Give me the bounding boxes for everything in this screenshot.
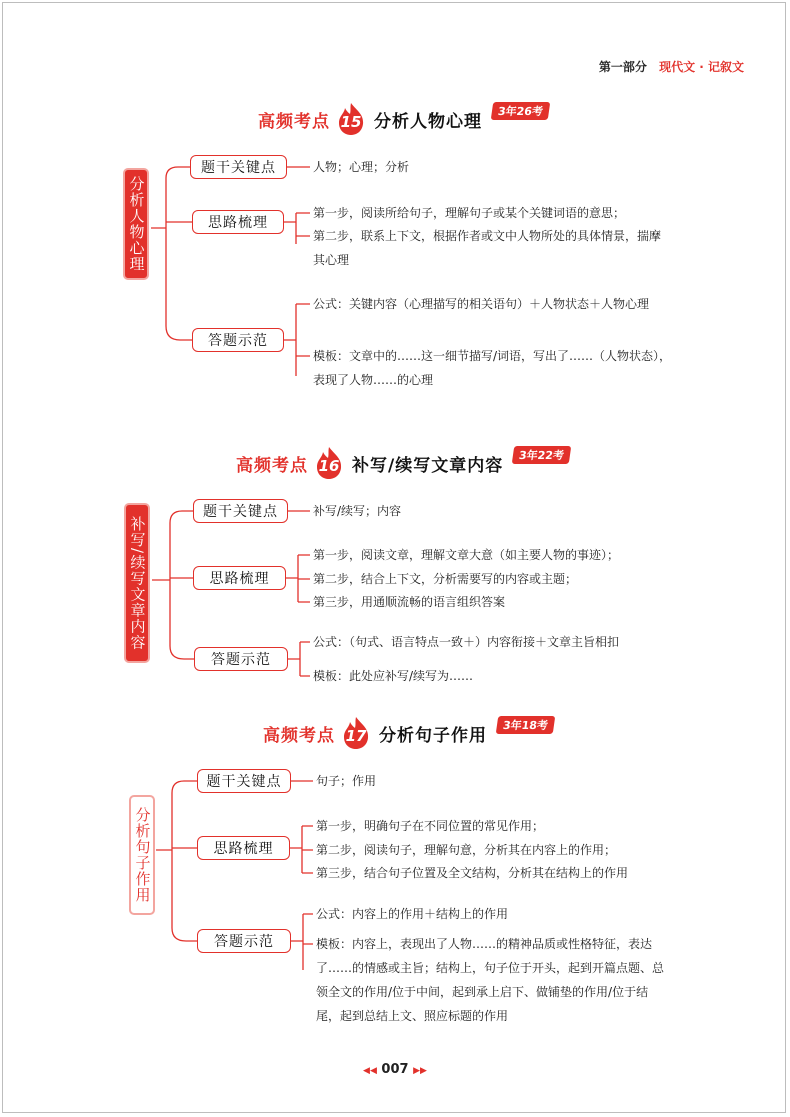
page-number: 007 (381, 1062, 409, 1077)
template-text: 模板：内容上，表现出了人物……的精神品质或性格特征，表达了……的情感或主旨；结构上，句子位于开头，起到开篇点题、总领全文的作用/位于中间，起到承上启下、做铺垫的作用/位于结尾，起到总结上文、照应标题的作用 (316, 937, 665, 1023)
topic-heading: 分析句子作用 (379, 725, 487, 746)
frequency-badge: 3年18考 (496, 716, 555, 734)
topic-prefix: 高频考点 (263, 725, 335, 746)
step-2: 第二步，阅读句子，理解句意，分析其在内容上的作用； (316, 843, 617, 857)
keypoints-text: 句子；作用 (316, 774, 377, 788)
topic-title-17 (263, 716, 554, 750)
flame-icon (314, 446, 344, 480)
formula-text: 公式：（句式、语言特点一致＋）内容衔接＋文章主旨相扣 (313, 635, 620, 649)
topic-title-15 (258, 102, 549, 136)
node-keypoints: 题干关键点 (197, 769, 291, 793)
step-2: 第二步，结合上下文，分析需要写的内容或主题； (313, 572, 578, 586)
section-label: 现代文 · 记叙文 (659, 60, 744, 74)
step-1: 第一步，阅读文章，理解文章大意（如主要人物的事迹）； (313, 548, 620, 562)
template-text: 模板：文章中的……这一细节描写/词语，写出了……（人物状态），表现了人物……的心理 (313, 349, 672, 387)
topic-number: 17 (345, 727, 367, 745)
formula-text: 公式：内容上的作用＋结构上的作用 (316, 907, 509, 921)
node-answer-demo: 答题示范 (194, 647, 288, 671)
topic-title-16 (236, 446, 570, 480)
topic-prefix: 高频考点 (258, 111, 330, 132)
step-3: 第三步，用通顺流畅的语言组织答案 (313, 595, 506, 609)
node-approach: 思路梳理 (197, 836, 290, 860)
step-1: 第一步，明确句子在不同位置的常见作用； (316, 819, 545, 833)
topic-heading: 补写/续写文章内容 (352, 455, 504, 476)
node-answer-demo: 答题示范 (197, 929, 291, 953)
topic-number: 16 (318, 457, 340, 475)
topic-side-label: 分析人物心理 (123, 168, 149, 280)
topic-number: 15 (340, 113, 362, 131)
formula-text: 公式：关键内容（心理描写的相关语句）＋人物状态＋人物心理 (313, 297, 650, 311)
frequency-badge: 3年22考 (512, 446, 571, 464)
node-approach: 思路梳理 (193, 566, 286, 590)
part-label: 第一部分 (598, 60, 647, 74)
keypoints-text: 补写/续写；内容 (313, 504, 402, 518)
step-2: 第二步，联系上下文，根据作者或文中人物所处的具体情景，揣摩其心理 (313, 229, 662, 267)
topic-heading: 分析人物心理 (374, 111, 482, 132)
template-text: 模板：此处应补写/续写为…… (313, 669, 474, 683)
keypoints-text: 人物；心理；分析 (313, 160, 410, 174)
topic-side-label: 分析句子作用 (129, 795, 155, 915)
node-keypoints: 题干关键点 (190, 155, 287, 179)
page-footer (0, 1062, 790, 1077)
step-3: 第三步，结合句子位置及全文结构，分析其在结构上的作用 (316, 866, 629, 880)
node-keypoints: 题干关键点 (193, 499, 288, 523)
left-arrow-icon: ◀◀ (363, 1066, 377, 1076)
flame-icon (336, 102, 366, 136)
node-approach: 思路梳理 (192, 210, 284, 234)
topic-side-label: 补写/续写文章内容 (124, 503, 150, 663)
step-1: 第一步，阅读所给句子，理解句子或某个关键词语的意思； (313, 206, 626, 220)
frequency-badge: 3年26考 (491, 102, 550, 120)
topic-prefix: 高频考点 (236, 455, 308, 476)
node-answer-demo: 答题示范 (192, 328, 284, 352)
flame-icon (341, 716, 371, 750)
right-arrow-icon: ▶▶ (413, 1066, 427, 1076)
